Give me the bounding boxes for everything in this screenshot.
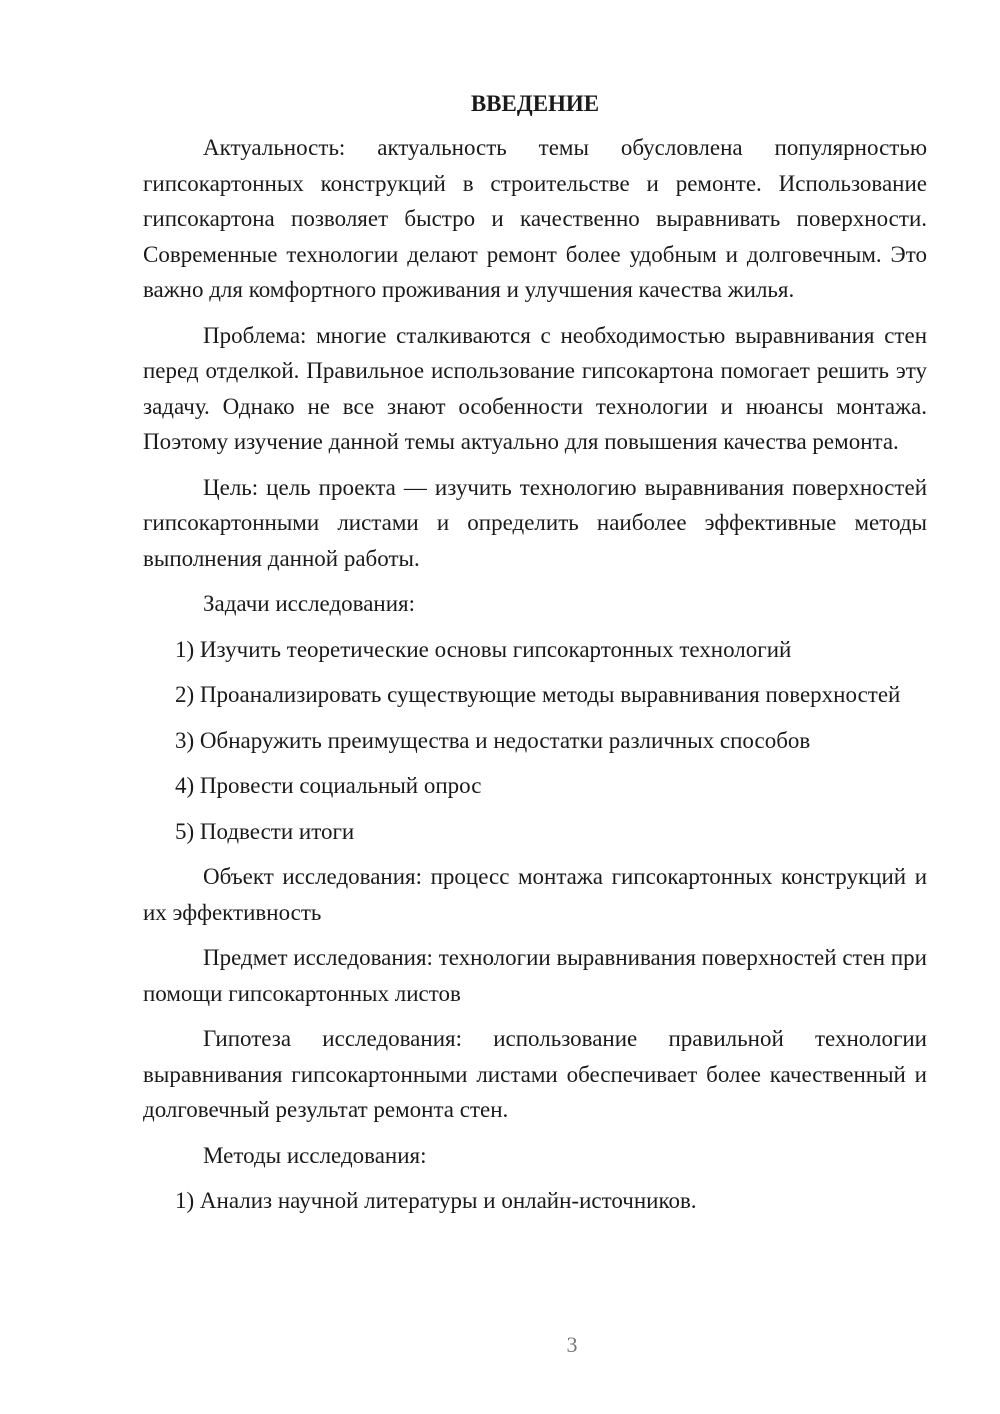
- task-item: 4) Провести социальный опрос: [175, 773, 482, 798]
- object-paragraph: Объект исследования: процесс монтажа гипсокартонных конструкций и их эффективность: [143, 864, 927, 925]
- method-item: 1) Анализ научной литературы и онлайн-источников.: [175, 1188, 697, 1213]
- task-item: 1) Изучить теоретические основы гипсокартонных технологий: [175, 636, 792, 662]
- methods-heading: Методы исследования:: [203, 1142, 427, 1168]
- task-item: 5) Подвести итоги: [175, 818, 355, 844]
- section-title: ВВЕДЕНИЕ: [470, 91, 600, 116]
- tasks-heading: Задачи исследования:: [203, 591, 416, 616]
- task-item: 2) Проанализировать существующие методы выравнивания поверхностей: [175, 682, 901, 707]
- page-number: 3: [566, 1332, 578, 1357]
- relevance-paragraph: Актуальность: актуальность темы обусловлена популярностью гипсокартонных конструкций в строительстве и ремонте. Использование гипсокартона позволяет быстро и качественно выравнивать поверхности. Современные технологии делают ремонт более удобным и долговечным. Это важно для комфортного проживания и улучшения качества жилья.: [143, 135, 927, 302]
- goal-paragraph: Цель: цель проекта — изучить технологию выравнивания поверхностей гипсокартонными листами и определить наиболее эффективные методы выполнения данной работы.: [143, 474, 927, 571]
- subject-paragraph: Предмет исследования: технологии выравнивания поверхностей стен при помощи гипсокартонных листов: [143, 945, 927, 1006]
- task-item: 3) Обнаружить преимущества и недостатки различных способов: [175, 727, 811, 753]
- problem-paragraph: Проблема: многие сталкиваются с необходимостью выравнивания стен перед отделкой. Правильное использование гипсокартона помогает решить эту задачу. Однако не все знают особенности технологии и нюансы монтажа. Поэтому изучение данной темы актуально для повышения качества ремонта.: [143, 322, 927, 454]
- hypothesis-paragraph: Гипотеза исследования: использование правильной технологии выравнивания гипсокартонными листами обеспечивает более качественный и долговечный результат ремонта стен.: [143, 1026, 927, 1122]
- page-content: [143, 88, 927, 1229]
